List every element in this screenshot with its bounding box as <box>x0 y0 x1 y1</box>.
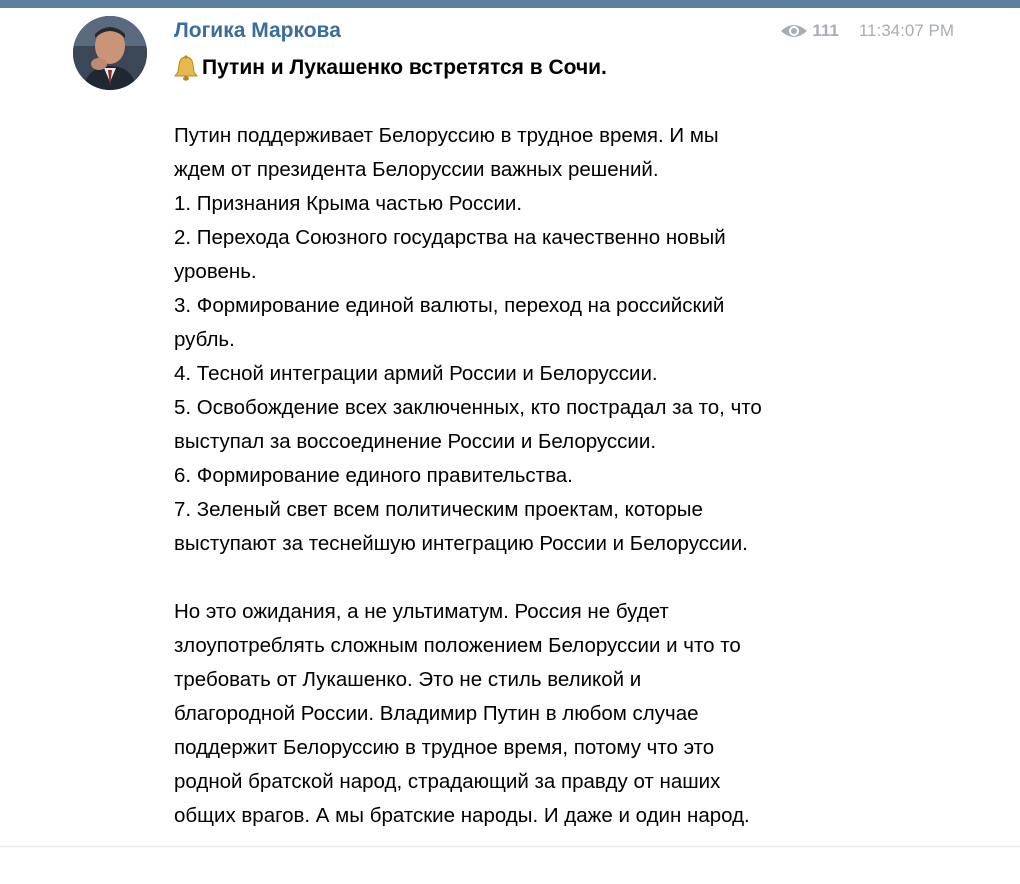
message-time: 11:34:07 PM <box>858 21 954 40</box>
post-line: 3. Формирование единой валюты, переход на российский <box>174 294 725 317</box>
post-line: Путин поддерживает Белоруссию в трудное время. И мы <box>174 124 719 147</box>
post-line: требовать от Лукашенко. Это не стиль великой и <box>174 668 642 691</box>
message-meta <box>780 17 954 45</box>
post-line: выступают за теснейшую интеграцию России и Белоруссии. <box>174 532 748 555</box>
post-line: поддержит Белоруссию в трудное время, потому что это <box>174 736 715 759</box>
view-count: 111 <box>812 21 839 40</box>
post-line: рубль. <box>174 328 235 351</box>
post-line: Но это ожидания, а не ультиматум. Россия не будет <box>174 600 669 623</box>
post-line: 5. Освобождение всех заключенных, кто пострадал за то, что <box>174 396 762 419</box>
message-divider <box>0 846 1020 847</box>
post-line: благородной России. Владимир Путин в любом случае <box>174 702 699 725</box>
post-line: 7. Зеленый свет всем политическим проектам, которые <box>174 498 703 521</box>
post-line: 1. Признания Крыма частью России. <box>174 192 523 215</box>
post-line: выступал за воссоединение России и Белоруссии. <box>174 430 657 453</box>
top-bar <box>0 0 1020 8</box>
channel-message <box>0 8 1020 846</box>
post-line: ждем от президента Белоруссии важных решений. <box>174 158 659 181</box>
view-counter <box>780 21 839 41</box>
post-headline <box>172 53 607 83</box>
paragraph-break <box>174 561 854 595</box>
eye-icon <box>780 22 808 40</box>
bell-icon <box>172 54 200 82</box>
post-line: уровень. <box>174 260 257 283</box>
post-body <box>174 119 854 833</box>
post-line: 6. Формирование единого правительства. <box>174 464 573 487</box>
post-line: общих врагов. А мы братские народы. И даже и один народ. <box>174 804 750 827</box>
post-line: родной братской народ, страдающий за правду от наших <box>174 770 721 793</box>
channel-author-name[interactable]: Логика Маркова <box>174 19 341 42</box>
post-line: 2. Перехода Союзного государства на качественно новый <box>174 226 726 249</box>
post-headline-text: Путин и Лукашенко встретятся в Сочи. <box>202 56 607 79</box>
post-line: злоупотреблять сложным положением Белоруссии и что то <box>174 634 741 657</box>
avatar[interactable] <box>73 16 147 90</box>
post-line: 4. Тесной интеграции армий России и Белоруссии. <box>174 362 658 385</box>
